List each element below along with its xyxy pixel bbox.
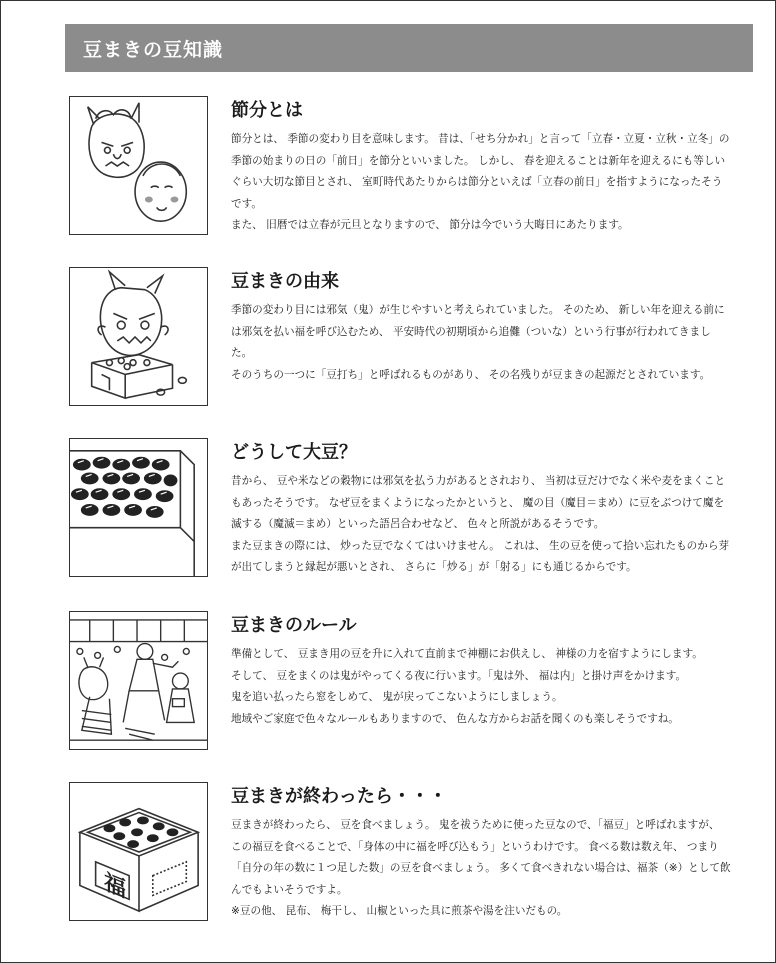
section-title: 節分とは [231,100,303,121]
paragraph: ※豆の他、 昆布、 梅干し、 山椒といった具に煎茶や湯を注いだもの。 [231,905,568,917]
soybeans-icon [70,439,207,576]
section-body [231,815,731,923]
paragraph: そのうちの一つに「豆打ち」と呼ばれるものがあり、 その名残りが豆まきの起源だとされています。 [231,368,711,381]
section-body [231,471,731,579]
paragraph: 節分とは、 季節の変わり目を意味します。 昔は、「せち分かれ」と言って「立春・立夏・立秋・立冬」の季節の始まりの日の「前日」を節分といいました。 しかし、 春を迎えることは新年を迎えるにも等しいぐらい大切な節目とされ、 室町時代あたりからは節分といえば「立春の前日」を指すようになったそうです。 [231,133,730,210]
family-oni-icon [70,612,207,749]
masu-fuku-illustration [69,782,208,921]
paragraph: また豆まきの際には、 炒った豆でなくてはいけません。 これは、 生の豆を使って拾い忘れたものから芽が出てしまうと縁起が悪いとされ、 さらに「炒る」が「射る」にも通じるからです。 [231,539,730,573]
bean-throwing-illustration [69,611,208,750]
paragraph: そして、 豆をまくのは鬼がやってくる夜に行います。「鬼は外、 福は内」と掛け声をかけます。 [231,669,687,682]
section-title: 豆まきの由来 [231,271,339,292]
paragraph: また、 旧暦では立春が元旦となりますので、 節分は今でいう大晦日にあたります。 [231,219,629,231]
section-body [231,300,731,386]
oni-otafuku-illustration [69,96,208,235]
section-title: どうして大豆？ [231,442,357,463]
paragraph: 豆まきが終わったら、 豆を食べましょう。 鬼を祓うために使った豆なので、「福豆」と呼ばれますが、 この福豆を食べることで、「身体の中に福を呼び込もう」というわけです。 食べる数は数え年、 つまり「自分の年の数に１つ足した数」の豆を食べましょう。 多くて食べきれない場合は、福茶（※）として飲んでもよいそうですよ。 [231,819,731,896]
oni-mask-icon [70,268,207,405]
paragraph: 昔から、 豆や米などの穀物には邪気を払う力があるとされおり、 当初は豆だけでなく米や麦をまくこともあったそうです。 なぜ豆をまくようになったかというと、 魔の目（魔目＝まめ）に豆をぶつけて魔を滅する（魔滅＝まめ）といった語呂合わせなど、 色々と所説があるそうです。 [231,475,726,530]
masu-box-icon [70,783,207,920]
section-body [231,129,731,237]
oni-otafuku-icon [70,97,207,234]
fuku-character: 福 [104,869,127,904]
paragraph: 季節の変わり目には邪気（鬼）が生じやすいと考えられていました。 そのため、 新しい年を迎える前には邪気を払い福を呼び込むため、 平安時代の初期頃から追儺（ついな）という行事が行われてきました。 [231,304,725,359]
oni-mask-masu-illustration [69,267,208,406]
soybeans-illustration [69,438,208,577]
section-title: 豆まきのルール [231,615,357,636]
section-body [231,644,731,730]
page-title: 豆まきの豆知識 [83,39,224,61]
paragraph: 準備として、 豆まき用の豆を升に入れて直前まで神棚にお供えし、 神様の力を宿すようにします。 [231,648,703,660]
paragraph: 地域やご家庭で色々なルールもありますので、 色んな方からお話を聞くのも楽しそうですね。 [231,712,679,725]
paragraph: 鬼を追い払ったら窓をしめて、 鬼が戻ってこないようにしましょう。 [231,691,563,703]
section-title: 豆まきが終わったら・・・ [231,786,447,807]
header-banner [65,24,753,72]
